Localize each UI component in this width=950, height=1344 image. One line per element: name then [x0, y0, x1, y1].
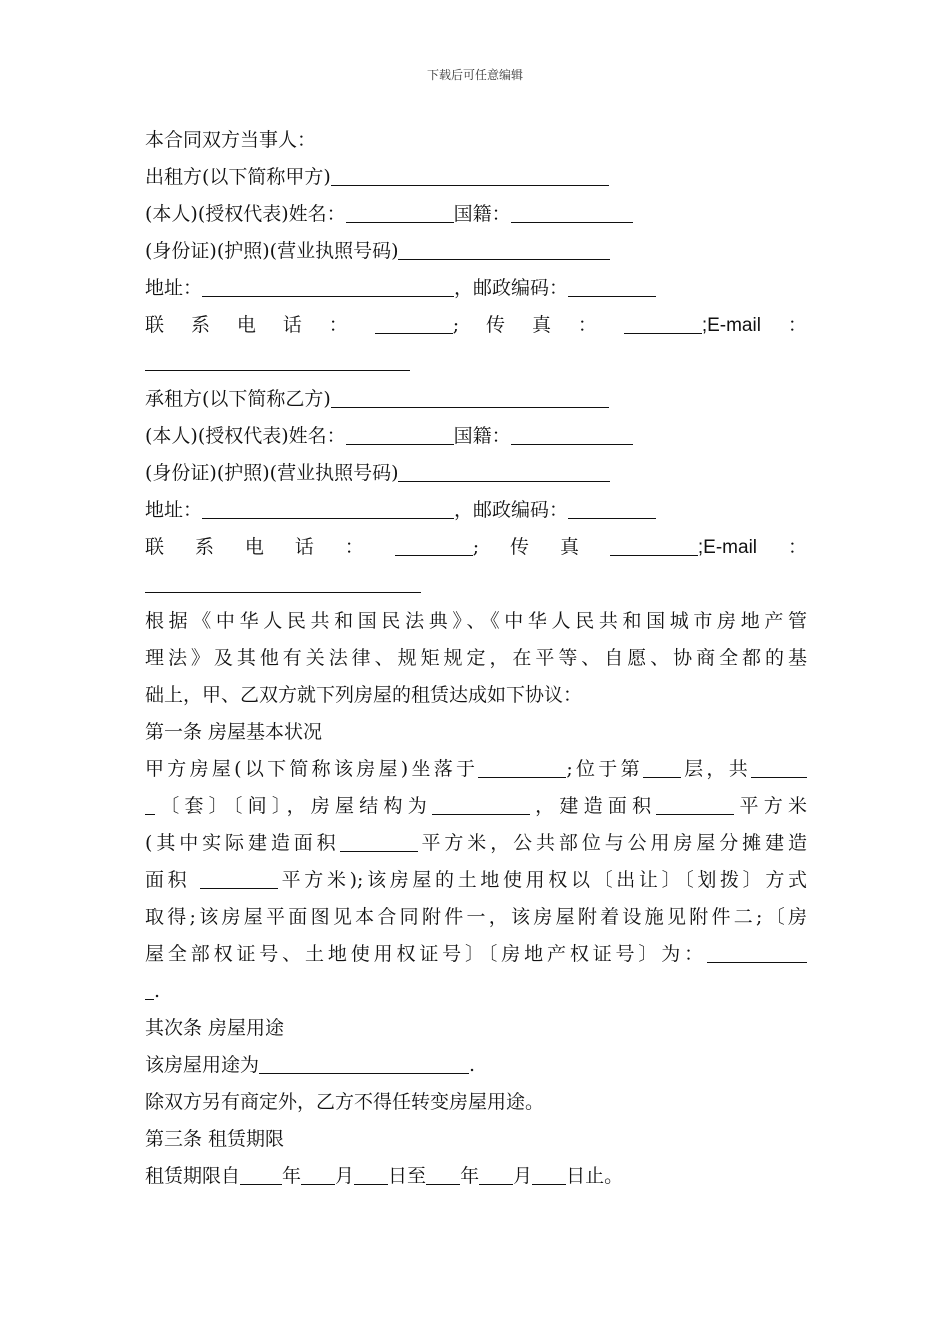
end-day-blank[interactable]: [532, 1183, 566, 1185]
text: .: [154, 980, 161, 1002]
party-a-email-colon: ：: [787, 314, 807, 336]
party-b-title: 承租方(以下简称乙方): [145, 388, 331, 410]
party-b-email-blank[interactable]: [145, 591, 421, 593]
contact-char: 话: [294, 536, 314, 558]
contact-char: 联: [145, 536, 165, 558]
party-a-phone-blank[interactable]: [375, 332, 453, 334]
start-day-blank[interactable]: [354, 1183, 388, 1185]
text: ;位于第: [566, 758, 643, 780]
party-a-email-blank[interactable]: [145, 369, 410, 371]
contact-char: 系: [194, 536, 214, 558]
party-a-id-line: [145, 233, 807, 270]
party-a-postcode-blank[interactable]: [568, 295, 656, 297]
text: 年: [460, 1165, 480, 1187]
preamble-line: 础上，甲、乙双方就下列房屋的租赁达成如下协议：: [145, 684, 583, 706]
party-b-name-label: (本人)(授权代表)姓名：: [145, 425, 346, 447]
end-month-blank[interactable]: [479, 1183, 513, 1185]
certificate-blank-cont[interactable]: [145, 998, 154, 1000]
text: 日至: [388, 1165, 427, 1187]
fax-char: 传: [486, 314, 506, 336]
party-b-email-line: [145, 566, 807, 603]
party-a-postcode-label: ，邮政编码：: [454, 277, 569, 299]
preamble-line: 根据《中华人民共和国民法典》、《中华人民共和国城市房地产管: [145, 610, 807, 632]
fax-char: ：: [577, 314, 597, 336]
total-floors-blank-cont[interactable]: [145, 813, 155, 815]
article-1-line-1: [145, 751, 807, 788]
fax-char: 真: [559, 536, 579, 558]
party-b-id-line: [145, 455, 807, 492]
end-year-blank[interactable]: [426, 1183, 460, 1185]
party-b-phone-group: [395, 529, 479, 566]
party-b-postcode-label: ，邮政编码：: [454, 499, 569, 521]
party-b-nationality-blank[interactable]: [511, 443, 633, 445]
party-a-address-blank[interactable]: [202, 295, 454, 297]
party-b-phone-blank[interactable]: [395, 554, 473, 556]
party-b-contact-line: [145, 529, 807, 566]
party-a-email-line: [145, 344, 807, 381]
party-b-postcode-blank[interactable]: [568, 517, 656, 519]
page-header: 下载后可任意编辑: [426, 68, 523, 82]
party-b-address-label: 地址：: [145, 499, 203, 521]
party-a-fax-blank[interactable]: [624, 332, 702, 334]
contact-char: 电: [236, 314, 256, 336]
party-b-blank[interactable]: [331, 406, 609, 408]
party-b-email-colon: ：: [787, 536, 807, 558]
article-1-line-6: [145, 936, 807, 973]
party-a-nationality-label: 国籍：: [453, 203, 511, 225]
party-b-title-line: [145, 381, 807, 418]
text: 月: [513, 1165, 533, 1187]
party-b-name-blank[interactable]: [346, 443, 454, 445]
article-1-line-2: [145, 788, 807, 825]
contact-char: 联: [145, 314, 165, 336]
area-blank[interactable]: [656, 813, 734, 815]
start-month-blank[interactable]: [301, 1183, 335, 1185]
article-3-title: 第三条 租赁期限: [145, 1128, 285, 1150]
text: ，建造面积: [529, 795, 657, 817]
fax-char: 真: [531, 314, 551, 336]
text: 屋全部权证号、土地使用权证号〕〔房地产权证号〕为：: [145, 943, 707, 965]
article-1-line-7: [145, 973, 807, 1010]
party-b-fax-group: [610, 529, 757, 566]
start-year-blank[interactable]: [240, 1183, 282, 1185]
structure-blank[interactable]: [432, 813, 530, 815]
parties-intro: 本合同双方当事人：: [145, 129, 317, 151]
party-a-nationality-blank[interactable]: [511, 221, 633, 223]
preamble-line: 理法》及其他有关法律、规矩规定，在平等、自愿、协商全都的基: [145, 647, 807, 669]
text: (其中实际建造面积: [145, 832, 340, 854]
total-floors-blank[interactable]: [751, 776, 807, 778]
party-b-email-label: ;E-mail: [697, 537, 758, 558]
text: 日止。: [566, 1165, 624, 1187]
party-a-email-label: ;E-mail: [701, 315, 761, 336]
text: 平方米: [734, 795, 807, 817]
usage-blank[interactable]: [259, 1072, 469, 1074]
article-2-title: 其次条 房屋用途: [145, 1017, 285, 1039]
article-1-title: 第一条 房屋基本状况: [145, 721, 323, 743]
party-a-fax-group: [624, 307, 761, 344]
text: 年: [282, 1165, 302, 1187]
party-a-name-blank[interactable]: [346, 221, 454, 223]
contact-char: ：: [328, 314, 348, 336]
party-b-nationality-label: 国籍：: [453, 425, 511, 447]
text: 该房屋用途为: [145, 1054, 260, 1076]
party-b-address-blank[interactable]: [202, 517, 454, 519]
article-2-line-2: 除双方另有商定外，乙方不得任转变房屋用途。: [145, 1091, 545, 1113]
contact-char: ：: [344, 536, 364, 558]
article-1-line-3: [145, 825, 807, 862]
party-b-fax-blank[interactable]: [610, 554, 698, 556]
contact-char: 话: [282, 314, 302, 336]
article-1-body: [145, 751, 807, 1010]
party-a-name-line: [145, 196, 807, 233]
party-a-name-label: (本人)(授权代表)姓名：: [145, 203, 346, 225]
party-a-address-line: [145, 270, 807, 307]
article-3-line-1: [145, 1158, 807, 1195]
contact-char: 电: [244, 536, 264, 558]
semicolon: ;: [472, 536, 480, 558]
party-a-phone-group: [375, 307, 459, 344]
actual-area-blank[interactable]: [340, 850, 418, 852]
text: 平方米);该房屋的土地使用权以〔出让〕〔划拨〕方式: [278, 869, 807, 891]
article-1-line-4: [145, 862, 807, 899]
party-a-id-label: (身份证)(护照)(营业执照号码): [145, 240, 399, 262]
text: 面积: [145, 869, 200, 891]
preamble: [145, 603, 807, 714]
text: .: [469, 1054, 476, 1076]
party-b-id-label: (身份证)(护照)(营业执照号码): [145, 462, 399, 484]
text: 〔套〕〔间〕，房屋结构为: [155, 795, 432, 817]
floor-blank[interactable]: [643, 776, 681, 778]
contact-char: 系: [190, 314, 210, 336]
party-a-contact-line: [145, 307, 807, 344]
shared-area-blank[interactable]: [200, 887, 278, 889]
party-a-blank[interactable]: [331, 184, 609, 186]
party-a-address-label: 地址：: [145, 277, 203, 299]
article-2-line-1: [145, 1047, 807, 1084]
text: 平方米，公共部位与公用房屋分摊建造: [417, 832, 807, 854]
location-blank[interactable]: [478, 776, 566, 778]
text: 甲方房屋(以下简称该房屋)坐落于: [145, 758, 479, 780]
fax-char: 传: [510, 536, 530, 558]
text: 层，共: [680, 758, 751, 780]
party-a-title: 出租方(以下简称甲方): [145, 166, 331, 188]
semicolon: ;: [452, 314, 460, 336]
party-a-id-blank[interactable]: [398, 258, 610, 260]
certificate-blank[interactable]: [707, 961, 807, 963]
party-b-name-line: [145, 418, 807, 455]
party-b-address-line: [145, 492, 807, 529]
contract-body: [145, 122, 807, 1195]
text: 月: [335, 1165, 355, 1187]
text: 租赁期限自: [145, 1165, 241, 1187]
article-1-line-5: 取得;该房屋平面图见本合同附件一，该房屋附着设施见附件二;〔房: [145, 906, 807, 928]
party-a-title-line: [145, 159, 807, 196]
party-b-id-blank[interactable]: [398, 480, 610, 482]
